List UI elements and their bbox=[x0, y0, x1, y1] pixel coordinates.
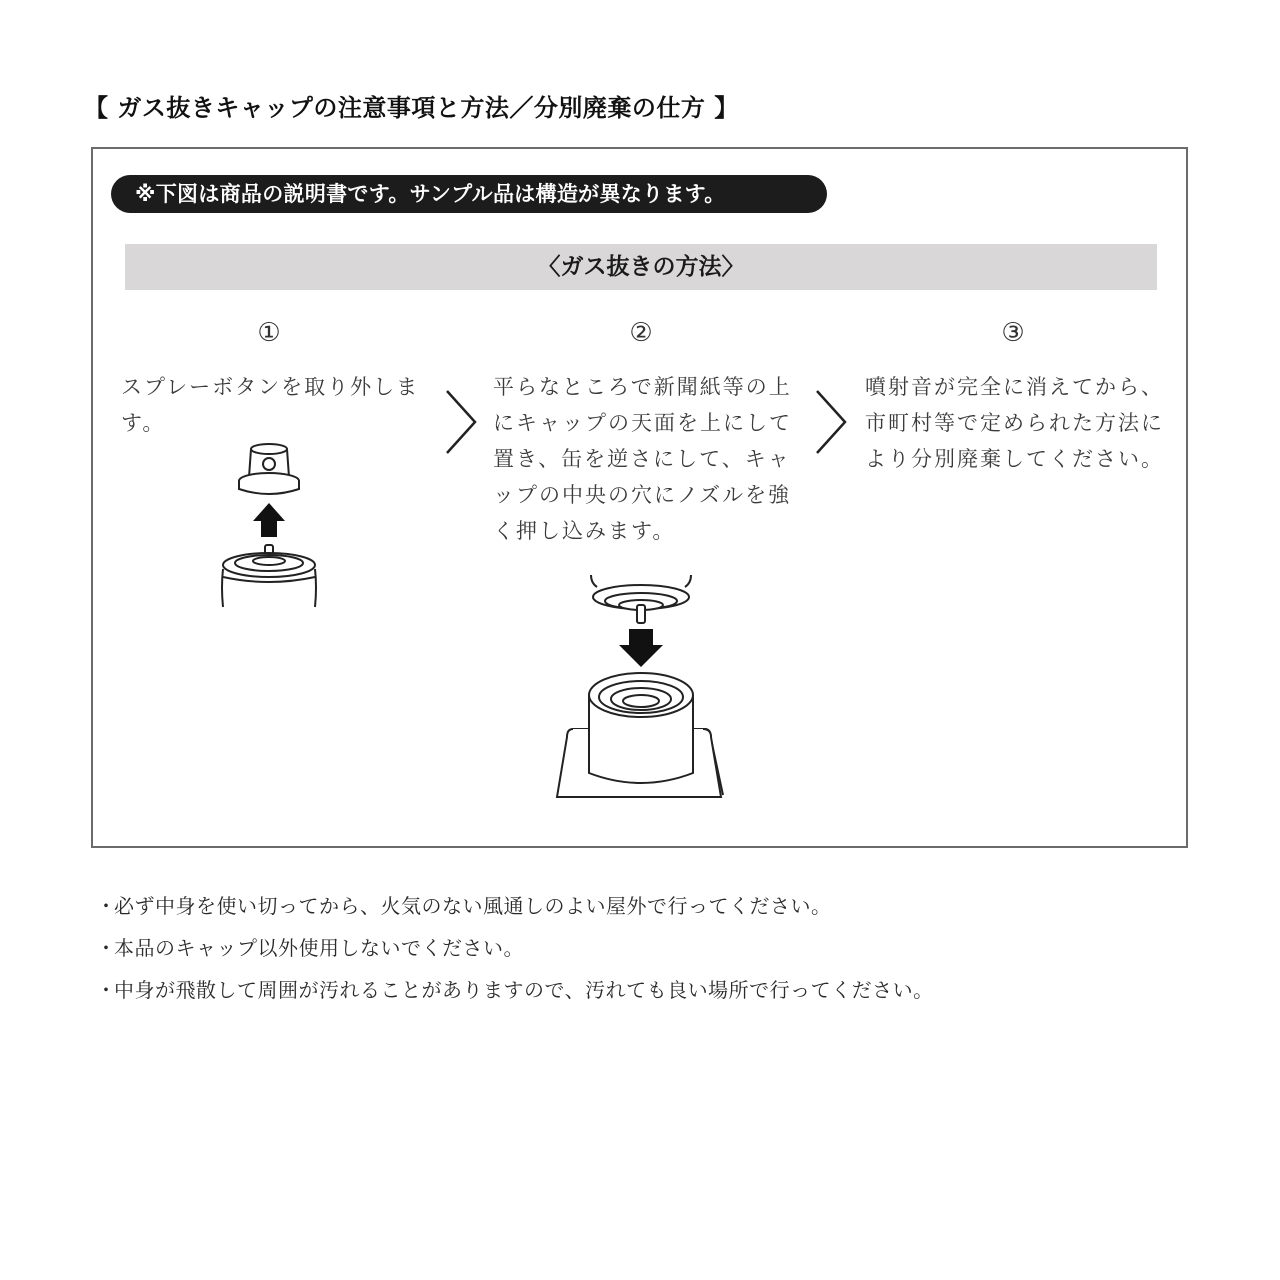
step-number: ② bbox=[629, 318, 653, 348]
instruction-frame bbox=[91, 147, 1188, 848]
nozzle-into-cap-illustration bbox=[553, 569, 728, 809]
bullet-icon: ・ bbox=[96, 978, 117, 1002]
step-2 bbox=[493, 315, 813, 549]
step-text: スプレーボタンを取り外します。 bbox=[121, 375, 420, 435]
caution-note: ・中身が飛散して周囲が汚れることがありますので、汚れても良い場所で行ってください。 bbox=[96, 972, 934, 1014]
step-1 bbox=[121, 315, 441, 441]
step-3 bbox=[865, 315, 1185, 477]
chevron-right-icon bbox=[443, 387, 483, 457]
bullet-icon: ・ bbox=[96, 936, 117, 960]
step-number: ③ bbox=[1001, 318, 1025, 348]
step-text: 噴射音が完全に消えてから、市町村等で定められた方法により分別廃棄してください。 bbox=[865, 375, 1164, 471]
page-title: 【 ガス抜きキャップの注意事項と方法／分別廃棄の仕方 】 bbox=[84, 94, 739, 122]
bullet-icon: ・ bbox=[96, 894, 117, 918]
section-title-bar: 〈ガス抜きの方法〉 bbox=[125, 244, 1157, 290]
step-text: 平らなところで新聞紙等の上にキャップの天面を上にして置き、缶を逆さにして、キャップの中央の穴にノズルを強く押し込みます。 bbox=[493, 375, 792, 543]
step-number: ① bbox=[257, 318, 281, 348]
caution-note: ・必ず中身を使い切ってから、火気のない風通しのよい屋外で行ってください。 bbox=[96, 888, 934, 930]
caution-notes bbox=[96, 888, 934, 1014]
chevron-right-icon bbox=[813, 387, 853, 457]
caution-note: ・本品のキャップ以外使用しないでください。 bbox=[96, 930, 934, 972]
sample-notice-pill: ※下図は商品の説明書です。サンプル品は構造が異なります。 bbox=[111, 175, 827, 213]
spray-button-removal-illustration bbox=[213, 437, 343, 609]
